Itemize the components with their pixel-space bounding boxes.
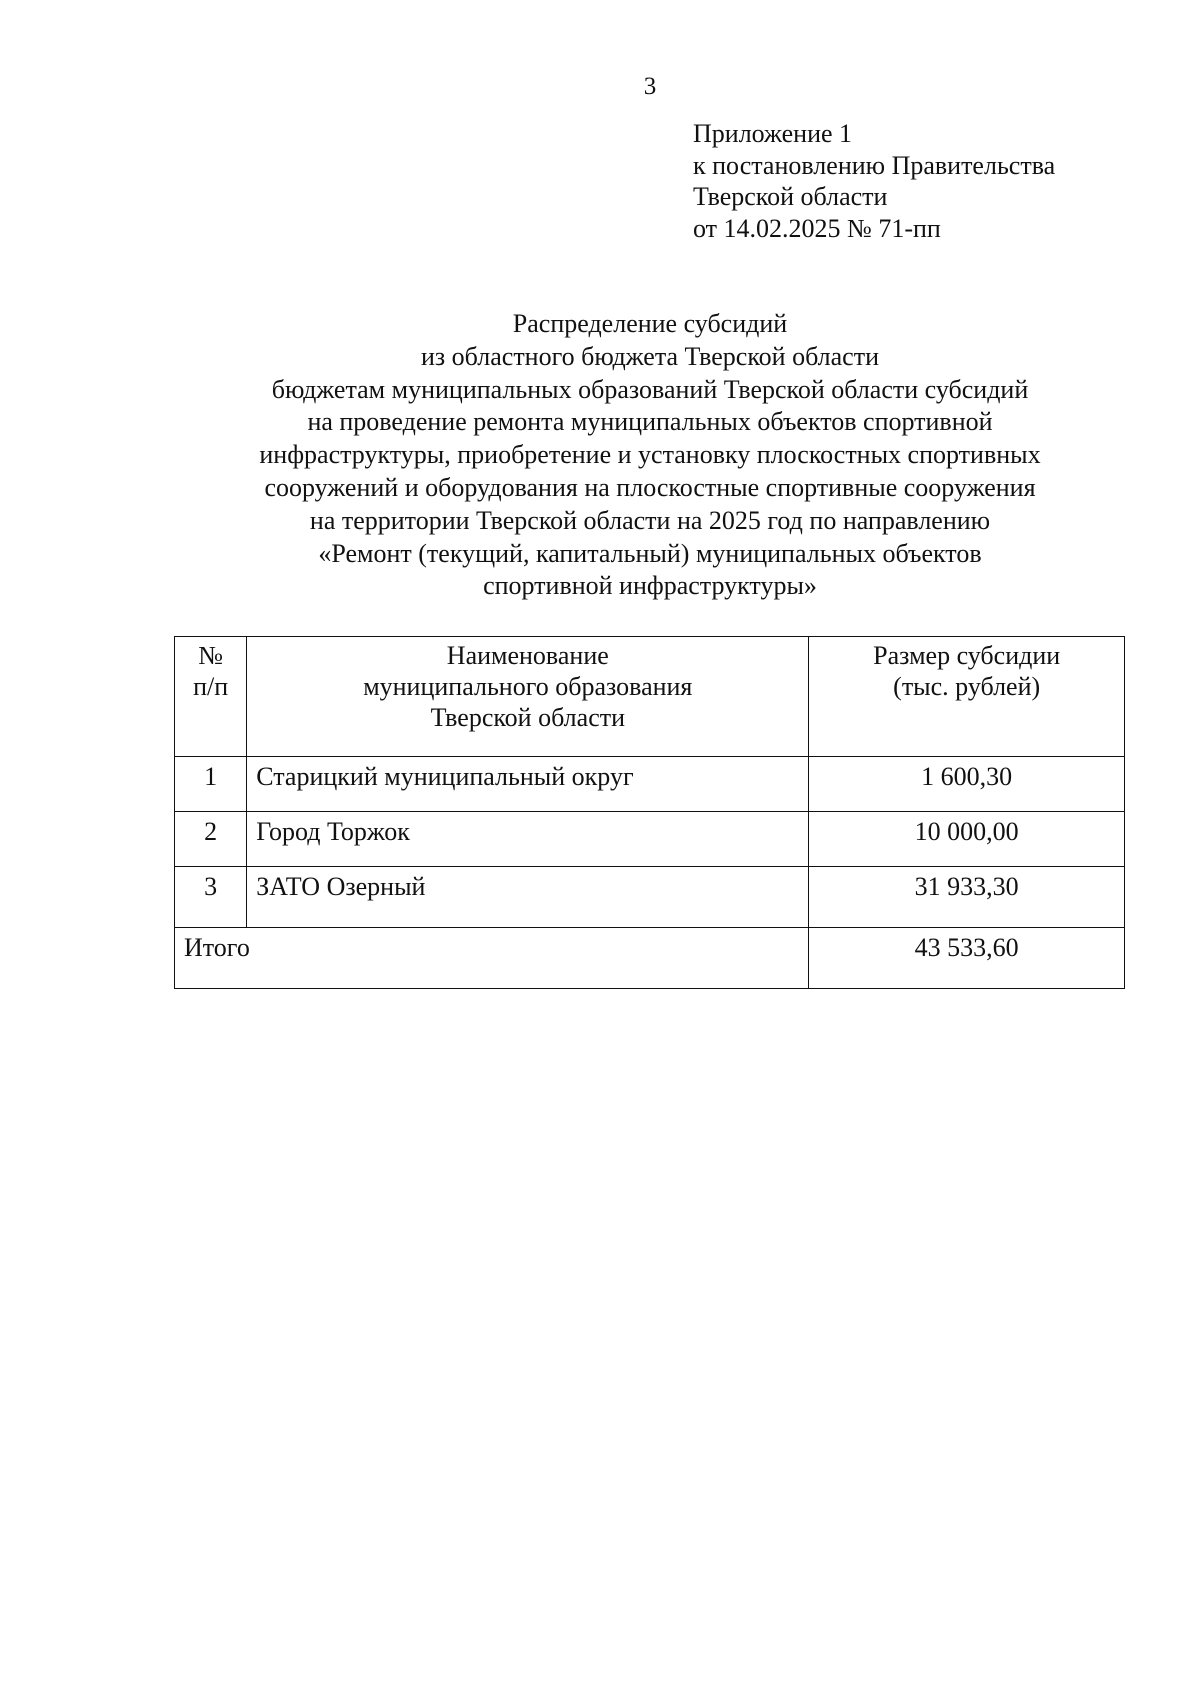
row-num-cell: 2 — [175, 812, 247, 867]
table-row — [175, 812, 1125, 867]
row-name-cell: Город Торжок — [247, 812, 809, 867]
row-amount-cell: 1 600,30 — [809, 757, 1125, 812]
row-num-cell: 3 — [175, 867, 247, 928]
title-line: на территории Тверской области на 2025 год по направлению — [309, 505, 991, 535]
appendix-reference — [693, 118, 1055, 244]
appendix-line: Тверской области — [693, 182, 888, 211]
row-name-cell: Старицкий муниципальный округ — [247, 757, 809, 812]
appendix-line: Приложение 1 — [693, 119, 853, 148]
header-text: Наименование — [446, 641, 609, 670]
title-line: на проведение ремонта муниципальных объектов спортивной — [307, 407, 993, 437]
title-line: «Ремонт (текущий, капитальный) муниципальных объектов — [318, 538, 982, 568]
appendix-line: от 14.02.2025 № 71-пп — [693, 213, 941, 243]
header-name-cell — [247, 637, 809, 757]
table-total-row — [175, 928, 1125, 989]
title-line: спортивной инфраструктуры» — [483, 571, 817, 601]
header-num-cell — [175, 637, 247, 757]
row-num-cell: 1 — [175, 757, 247, 812]
row-amount-cell: 10 000,00 — [809, 812, 1125, 867]
total-amount-cell: 43 533,60 — [809, 928, 1125, 989]
subsidy-table — [174, 636, 1125, 989]
header-text: (тыс. рублей) — [893, 672, 1041, 701]
table-header-row — [175, 637, 1125, 757]
title-line: бюджетам муниципальных образований Тверской области субсидий — [271, 374, 1029, 404]
header-text: Размер субсидии — [873, 641, 1061, 670]
header-text: Тверской области — [430, 703, 626, 732]
table-row — [175, 757, 1125, 812]
title-line: из областного бюджета Тверской области — [421, 341, 879, 371]
header-amount-cell — [809, 637, 1125, 757]
row-name-cell: ЗАТО Озерный — [247, 867, 809, 928]
row-amount-cell: 31 933,30 — [809, 867, 1125, 928]
header-text: п/п — [193, 672, 229, 701]
header-text: № — [198, 641, 224, 670]
appendix-line: к постановлению Правительства — [693, 150, 1056, 180]
title-line: Распределение субсидий — [512, 309, 788, 338]
total-label-cell: Итого — [175, 928, 809, 989]
document-title — [150, 308, 1150, 603]
header-text: муниципального образования — [363, 672, 693, 701]
title-line: инфраструктуры, приобретение и установку плоскостных спортивных — [259, 440, 1041, 470]
title-line: сооружений и оборудования на плоскостные спортивные сооружения — [264, 472, 1036, 502]
table-row — [175, 867, 1125, 928]
page-number: 3 — [643, 73, 657, 100]
